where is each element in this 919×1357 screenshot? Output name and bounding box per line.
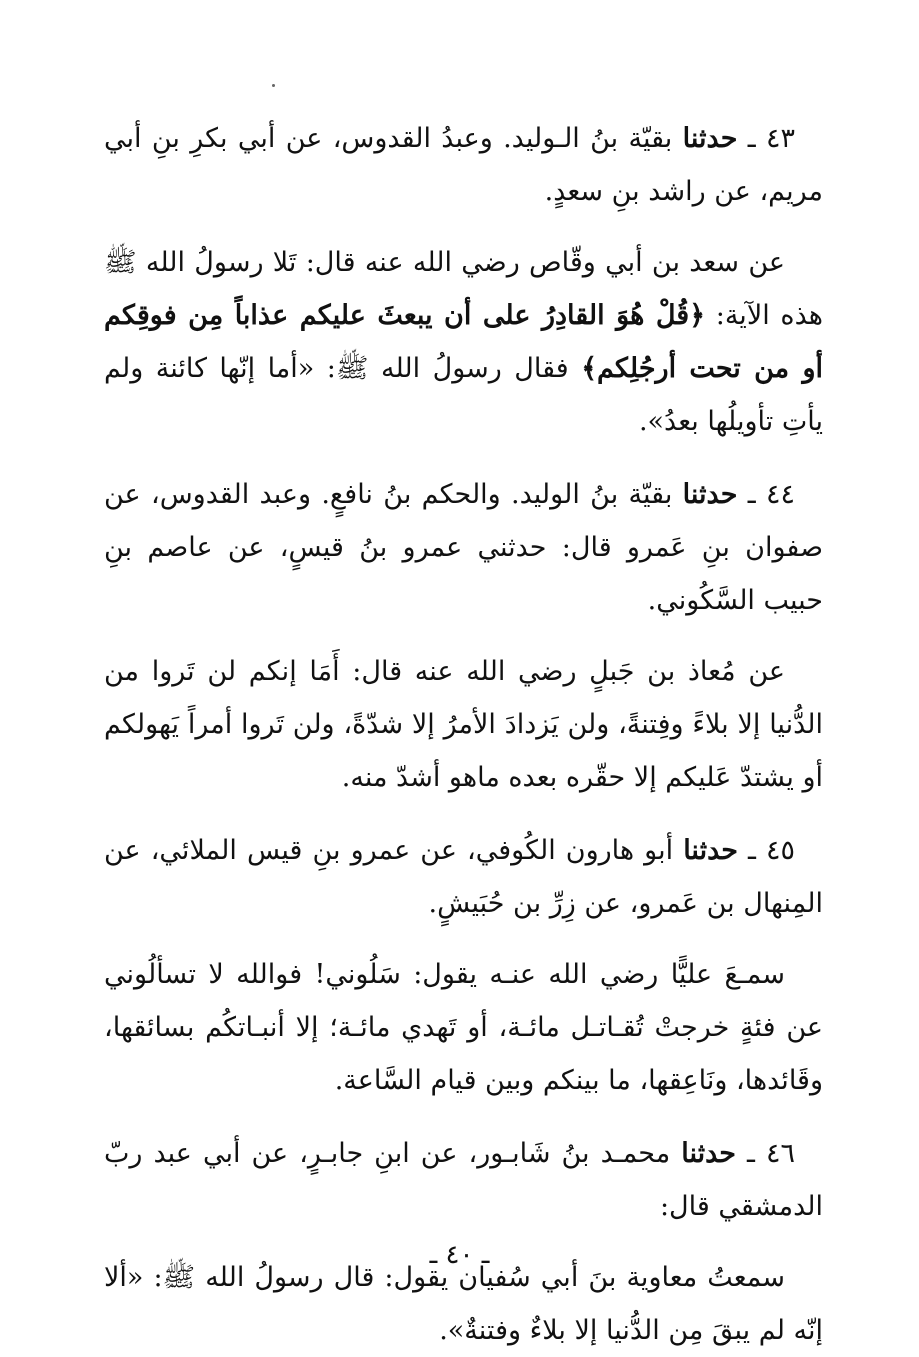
hadith-43-isnad-text: بقيّة بنُ الـوليد. وعبدُ القدوس، عن أبي بكرِ بنِ أبي مريم، عن راشد بنِ سعدٍ. bbox=[104, 123, 823, 207]
hadith-45-lead: حدثنا bbox=[683, 835, 738, 866]
hadith-44-isnad-text: بقيّة بنُ الوليد. والحكم بنُ نافعٍ. وعبد القدوس، عن صفوان بنِ عَمرو قال: حدثني عمرو بنُ قيسٍ، عن عاصم بنِ حبيب السَّكُوني. bbox=[104, 479, 823, 616]
hadith-46-isnad bbox=[104, 1127, 823, 1233]
hadith-44-matn: عن مُعاذ بن جَبلٍ رضي الله عنه قال: أَمَا إنكم لن تَروا من الدُّنيا إلا بلاءً وفِتنةً، ولن يَزدادَ الأمرُ إلا شدّةً، ولن تَروا أمراً يَهولكم أو يشتدّ عَليكم إلا حقّره بعده ماهو أشدّ منه. bbox=[104, 656, 823, 793]
hadith-46-number: ٤٦ ـ bbox=[747, 1138, 795, 1169]
hadith-46-lead: حدثنا bbox=[681, 1138, 736, 1169]
hadith-43-matn bbox=[104, 236, 823, 448]
hadith-44-isnad bbox=[104, 468, 823, 627]
hadith-45-isnad bbox=[104, 824, 823, 930]
quran-verse: ﴿قُلْ هُوَ القادِرُ على أن يبعثَ عليكم عذاباً مِن فوقِكم أو من تحت أرجُلِكم﴾ bbox=[104, 300, 823, 384]
hadith-46-isnad-text: محمـد بنُ شَابـور، عن ابنِ جابـرٍ، عن أبي عبد ربّ الدمشقي قال: bbox=[104, 1138, 823, 1222]
scan-speck bbox=[272, 84, 275, 87]
hadith-43-matn-part2: فقال رسولُ الله ﷺ: «أما إنّها كائنة ولم يأتِ تأويلُها بعدُ». bbox=[104, 353, 823, 437]
hadith-44-number: ٤٤ ـ bbox=[747, 479, 795, 510]
hadith-43-isnad bbox=[104, 112, 823, 218]
hadith-45-number: ٤٥ ـ bbox=[748, 835, 796, 866]
hadith-45-matn: سمـعَ عليًّا رضي الله عنـه يقول: سَلُوني! فوالله لا تسألُوني عن فئةٍ خرجتْ تُقـاتـل مائـة، أو تَهدي مائـة؛ إلا أنبـاتكُم بسائقها، وقَائدها، ونَاعِقها، ما بينكم وبين قيام السَّاعة. bbox=[104, 959, 823, 1096]
hadith-46-matn: سمعتُ معاوية بنَ أبي سُفيان يقول: قال رسولُ الله ﷺ: «ألا إنّه لم يبقَ مِن الدُّنيا إلا بلاءٌ وفتنةٌ». bbox=[104, 1262, 823, 1346]
page-number: ـ ٤٠ ـ bbox=[429, 1240, 490, 1270]
hadith-45-isnad-text: أبو هارون الكُوفي، عن عمرو بنِ قيس الملائي، عن المِنهال بن عَمرو، عن زِرِّ بن حُبَيشٍ. bbox=[104, 835, 823, 919]
hadith-43-matn-part1: عن سعد بن أبي وقّاص رضي الله عنه قال: تَلا رسولُ الله ﷺ هذه الآية: bbox=[104, 247, 823, 331]
hadith-44-lead: حدثنا bbox=[682, 479, 738, 510]
hadith-43-number: ٤٣ ـ bbox=[747, 123, 795, 154]
hadith-43-lead: حدثنا bbox=[682, 123, 738, 154]
